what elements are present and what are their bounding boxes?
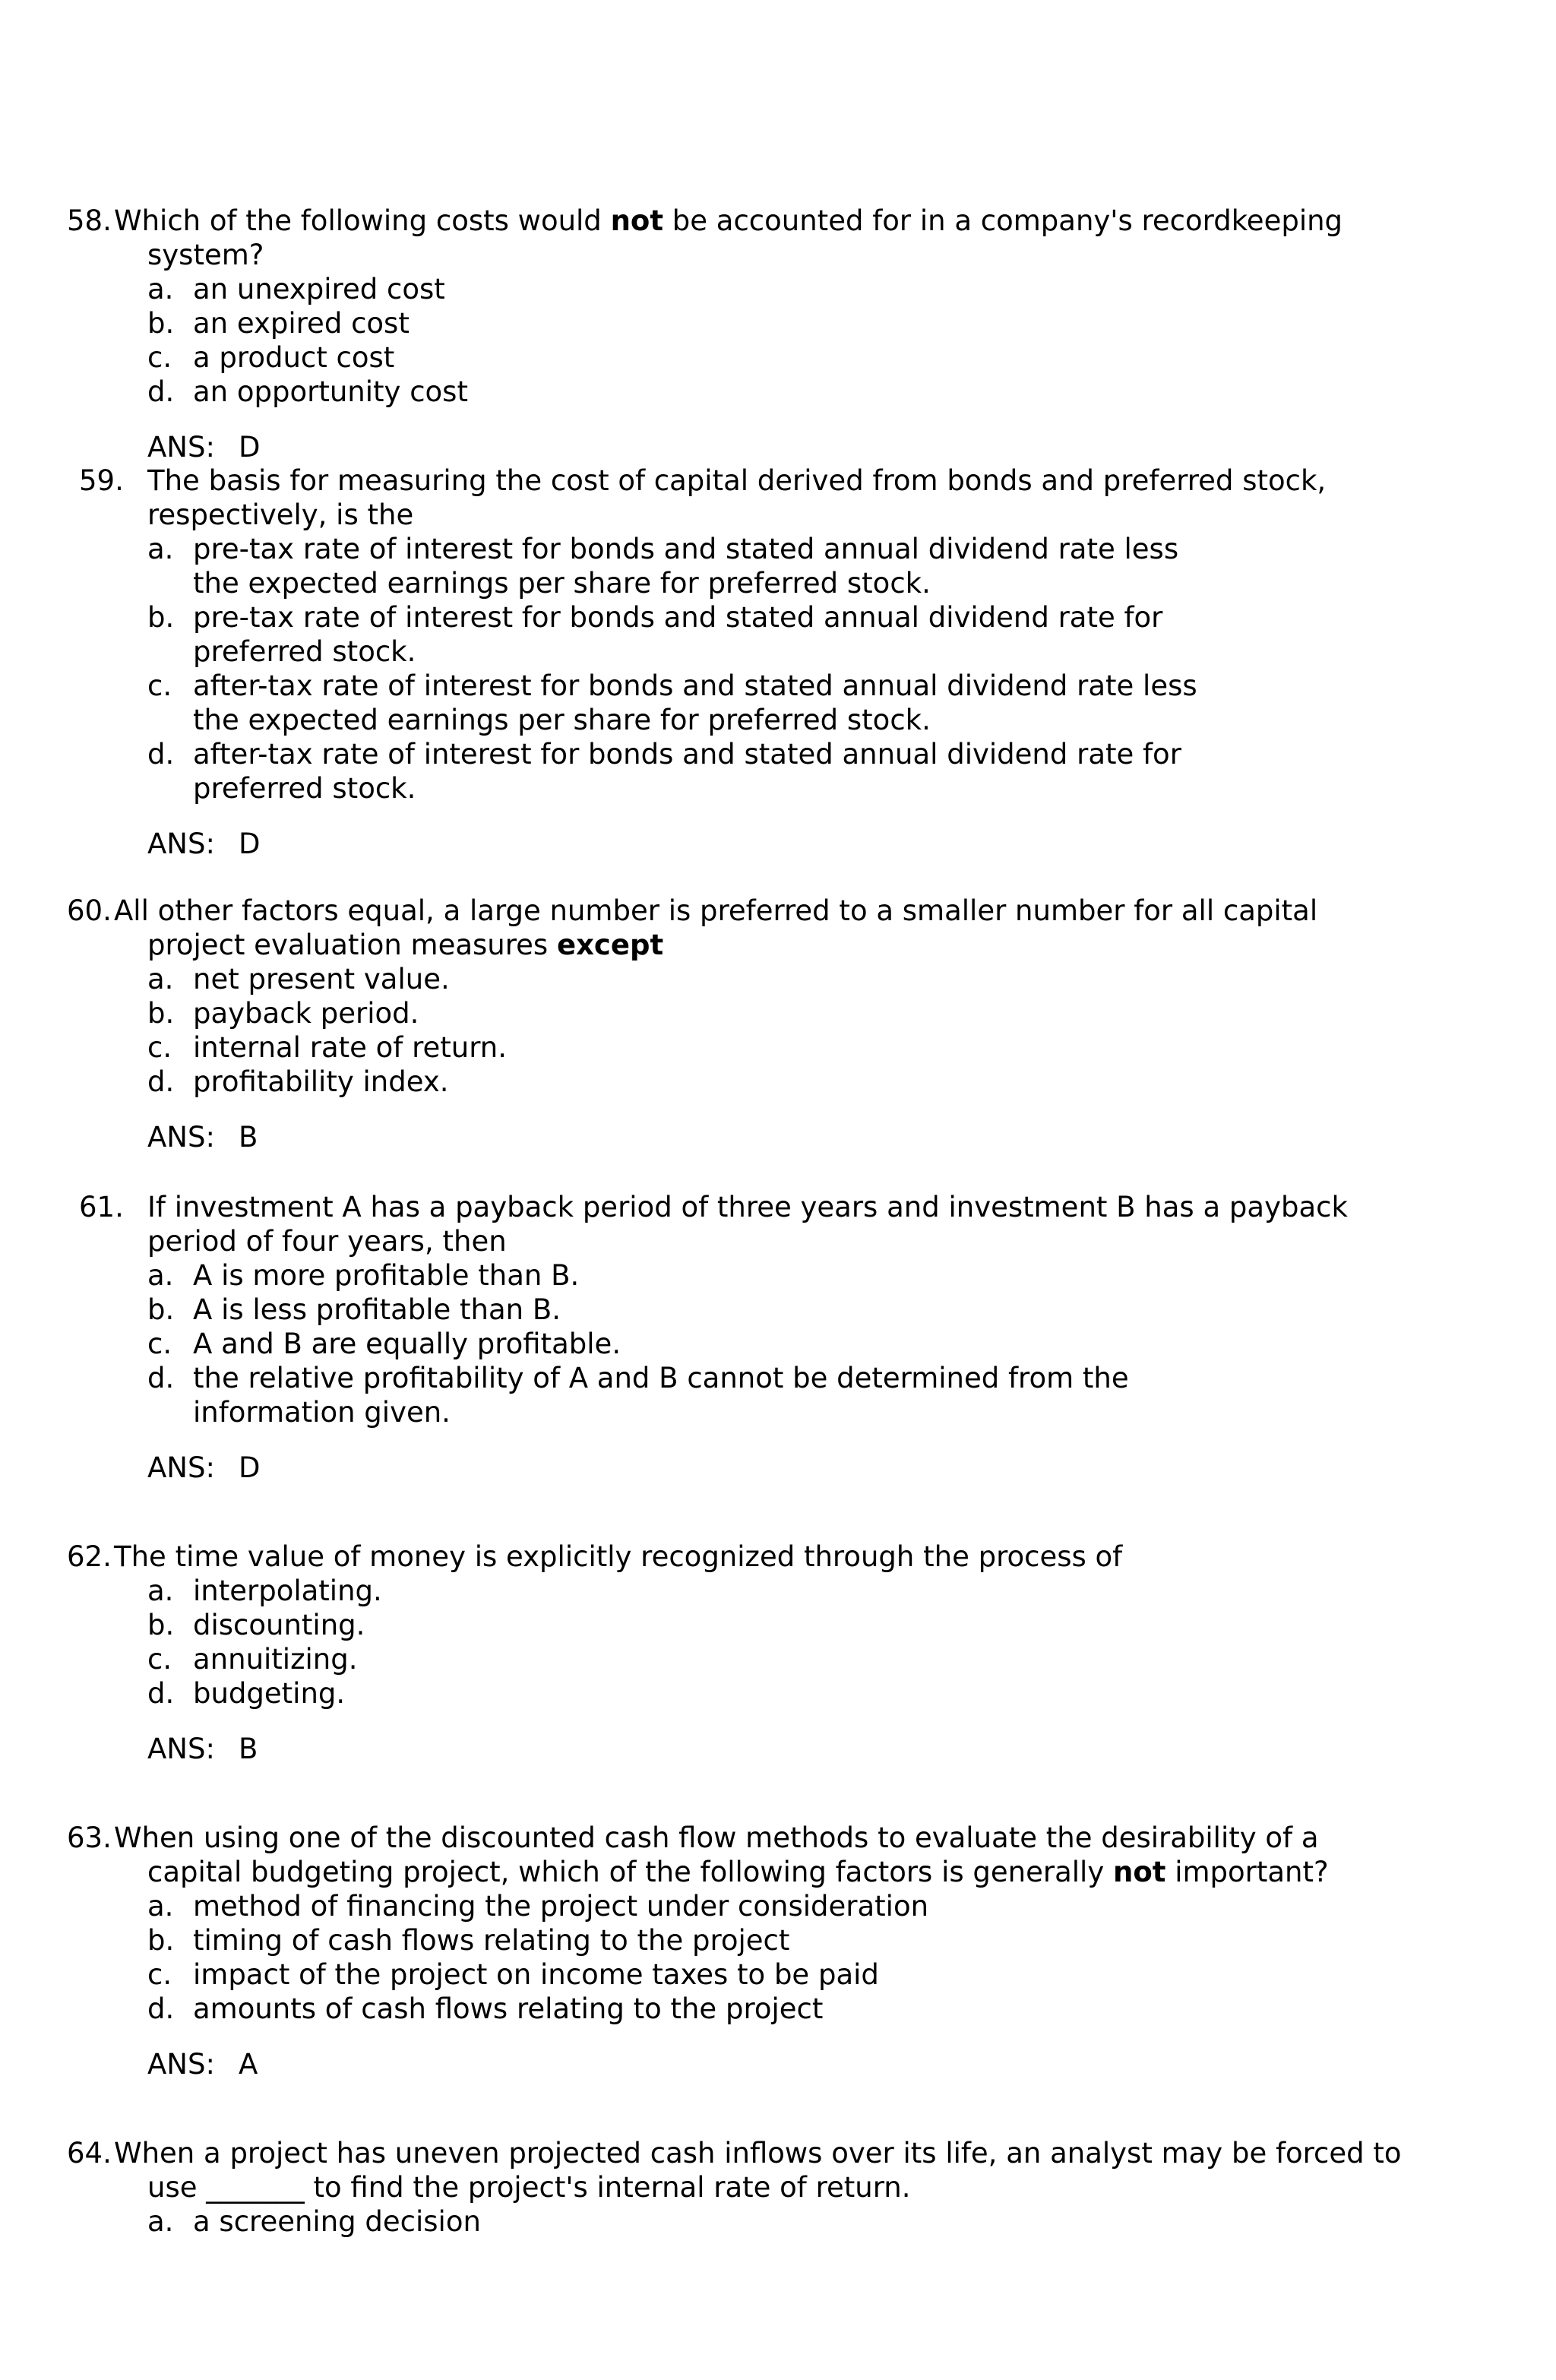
option-letter: c. xyxy=(147,669,172,702)
option-text: pre-tax rate of interest for bonds and stated annual dividend rate less xyxy=(193,533,1179,565)
option-letter: c. xyxy=(147,1643,172,1676)
answer-value: D xyxy=(239,1451,261,1484)
option-letter: b. xyxy=(147,307,175,340)
option-letter: d. xyxy=(147,1677,175,1710)
option-letter: c. xyxy=(147,341,172,374)
option-text: A and B are equally profitable. xyxy=(193,1328,621,1360)
option-text: a product cost xyxy=(193,341,395,374)
option-letter: c. xyxy=(147,1958,172,1991)
option-letter: a. xyxy=(147,1575,174,1607)
question-stem-line: system? xyxy=(147,239,264,271)
option-text: after-tax rate of interest for bonds and stated annual dividend rate for xyxy=(193,738,1181,771)
option-letter: d. xyxy=(147,1992,175,2025)
option-text: method of financing the project under consideration xyxy=(193,1890,929,1923)
answer-label: ANS: xyxy=(147,2048,215,2081)
question-stem-line: project evaluation measures except xyxy=(147,929,664,961)
option-letter: a. xyxy=(147,1890,174,1923)
option-letter: a. xyxy=(147,533,174,565)
option-text: payback period. xyxy=(193,997,419,1030)
answer-label: ANS: xyxy=(147,828,215,860)
question-stem-line: period of four years, then xyxy=(147,1225,507,1258)
option-letter: c. xyxy=(147,1328,172,1360)
option-text: internal rate of return. xyxy=(193,1031,507,1064)
option-text: preferred stock. xyxy=(193,772,416,805)
option-text: profitability index. xyxy=(193,1065,449,1098)
question-stem-line: When using one of the discounted cash flow methods to evaluate the desirability of a xyxy=(114,1821,1319,1854)
option-letter: b. xyxy=(147,997,175,1030)
answer-value: D xyxy=(239,828,261,860)
option-text: annuitizing. xyxy=(193,1643,358,1676)
question-number: 61. xyxy=(79,1191,124,1223)
option-letter: a. xyxy=(147,2205,174,2238)
option-text: after-tax rate of interest for bonds and stated annual dividend rate less xyxy=(193,669,1197,702)
option-text: net present value. xyxy=(193,963,450,995)
option-text: A is less profitable than B. xyxy=(193,1293,561,1326)
answer-label: ANS: xyxy=(147,431,215,464)
option-letter: a. xyxy=(147,273,174,305)
answer-value: B xyxy=(239,1733,258,1765)
answer-value: A xyxy=(239,2048,258,2081)
option-text: the relative profitability of A and B cannot be determined from the xyxy=(193,1362,1129,1394)
option-text: timing of cash flows relating to the project xyxy=(193,1924,790,1957)
option-text: the expected earnings per share for preferred stock. xyxy=(193,704,931,736)
question-number: 58. xyxy=(67,204,112,237)
option-letter: b. xyxy=(147,1293,175,1326)
answer-value: D xyxy=(239,431,261,464)
option-text: preferred stock. xyxy=(193,635,416,668)
option-letter: b. xyxy=(147,1609,175,1641)
option-text: an unexpired cost xyxy=(193,273,445,305)
question-stem-line: Which of the following costs would not be accounted for in a company's recordkeeping xyxy=(114,204,1343,237)
option-letter: d. xyxy=(147,738,175,771)
question-stem-line: When a project has uneven projected cash inflows over its life, an analyst may be forced to xyxy=(114,2137,1402,2170)
option-text: an opportunity cost xyxy=(193,375,468,408)
option-text: discounting. xyxy=(193,1609,365,1641)
option-text: interpolating. xyxy=(193,1575,382,1607)
question-number: 63. xyxy=(67,1821,112,1854)
answer-label: ANS: xyxy=(147,1121,215,1154)
question-stem-line: The time value of money is explicitly recognized through the process of xyxy=(114,1540,1123,1573)
question-stem-line: All other factors equal, a large number is preferred to a smaller number for all capital xyxy=(114,894,1318,927)
option-text: an expired cost xyxy=(193,307,410,340)
question-number: 62. xyxy=(67,1540,112,1573)
answer-label: ANS: xyxy=(147,1733,215,1765)
option-letter: a. xyxy=(147,963,174,995)
question-stem-line: The basis for measuring the cost of capital derived from bonds and preferred stock, xyxy=(147,464,1327,497)
answer-label: ANS: xyxy=(147,1451,215,1484)
option-letter: d. xyxy=(147,1065,175,1098)
option-letter: c. xyxy=(147,1031,172,1064)
answer-value: B xyxy=(239,1121,258,1154)
option-text: impact of the project on income taxes to be paid xyxy=(193,1958,879,1991)
question-number: 60. xyxy=(67,894,112,927)
question-number: 64. xyxy=(67,2137,112,2170)
question-stem-line: use _______ to find the project's internal rate of return. xyxy=(147,2171,911,2204)
question-stem-line: respectively, is the xyxy=(147,498,414,531)
question-number: 59. xyxy=(79,464,124,497)
option-text: the expected earnings per share for preferred stock. xyxy=(193,567,931,600)
option-text: A is more profitable than B. xyxy=(193,1259,580,1292)
option-text: budgeting. xyxy=(193,1677,346,1710)
option-text: a screening decision xyxy=(193,2205,481,2238)
option-text: amounts of cash flows relating to the project xyxy=(193,1992,824,2025)
option-letter: b. xyxy=(147,1924,175,1957)
option-letter: b. xyxy=(147,601,175,634)
option-letter: a. xyxy=(147,1259,174,1292)
option-text: information given. xyxy=(193,1396,451,1429)
option-text: pre-tax rate of interest for bonds and stated annual dividend rate for xyxy=(193,601,1163,634)
question-stem-line: If investment A has a payback period of three years and investment B has a payback xyxy=(147,1191,1348,1223)
question-stem-line: capital budgeting project, which of the following factors is generally not important? xyxy=(147,1856,1329,1888)
option-letter: d. xyxy=(147,375,175,408)
option-letter: d. xyxy=(147,1362,175,1394)
